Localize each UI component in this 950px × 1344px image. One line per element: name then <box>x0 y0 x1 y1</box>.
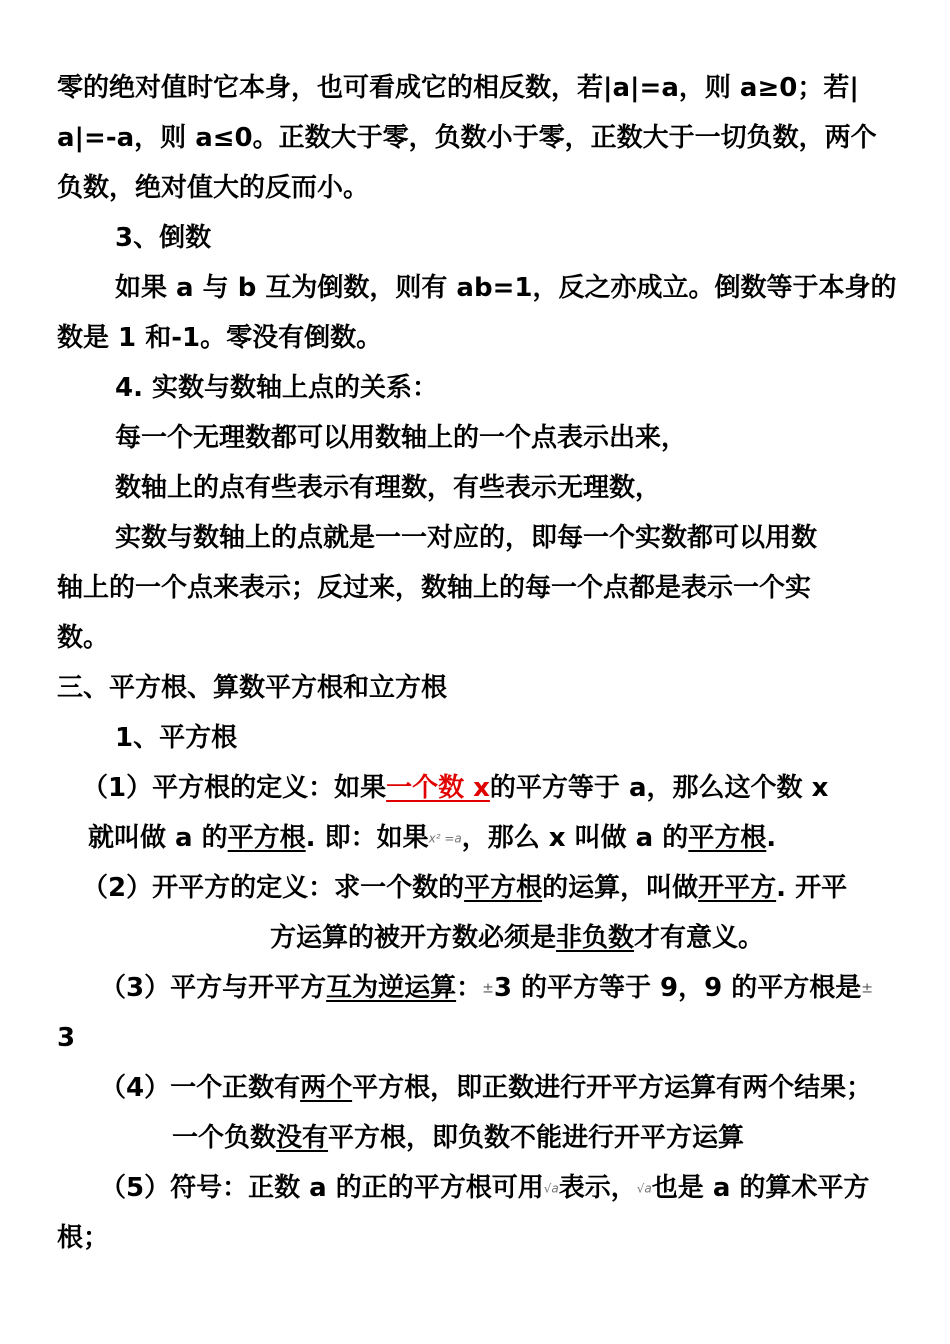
underlined-term: 平方根 <box>688 823 767 853</box>
paragraph-line: a|=-a，则 a≤0。正数大于零，负数小于零，正数大于一切负数，两个 <box>57 123 877 153</box>
definition-line <box>88 820 776 857</box>
definition-text: 方运算的被开方数必须是 <box>270 923 557 953</box>
underlined-term: 非负数 <box>556 923 635 953</box>
definition-line <box>100 1170 869 1207</box>
definition-text: . <box>766 823 777 853</box>
definition-text: 平方根，即负数不能进行开平方运算 <box>328 1123 745 1153</box>
definition-line <box>100 970 873 1007</box>
definition-text: ，那么 x 叫做 a 的 <box>461 823 689 853</box>
definition-text: 的平方等于 a，那么这个数 x <box>489 773 829 803</box>
chapter-heading: 三、平方根、算数平方根和立方根 <box>57 673 448 703</box>
definition-text: 表示， <box>558 1173 637 1203</box>
underlined-term: 平方根 <box>227 823 306 853</box>
definition-line <box>172 1120 744 1156</box>
subsection-heading-square-root: 1、平方根 <box>115 723 238 753</box>
paragraph-line: 数是 1 和-1。零没有倒数。 <box>57 323 383 353</box>
paragraph-line: 数。 <box>57 623 110 653</box>
plus-minus-symbol: ± <box>861 980 874 997</box>
underlined-term: 平方根 <box>464 873 543 903</box>
paragraph-line: 每一个无理数都可以用数轴上的一个点表示出来， <box>115 423 688 453</box>
underlined-term: 开平方 <box>698 873 777 903</box>
paragraph-line: 负数，绝对值大的反而小。 <box>57 173 370 203</box>
definition-text: （4）一个正数有 <box>100 1073 301 1103</box>
definition-text: 的运算，叫做 <box>542 873 699 903</box>
section-heading-reciprocal: 3、倒数 <box>115 223 212 253</box>
definition-text: （1）平方根的定义：如果 <box>82 773 387 803</box>
definition-text: 平方根，即正数进行开平方运算有两个结果； <box>352 1073 873 1103</box>
underlined-term: 两个 <box>300 1073 353 1103</box>
sqrt-symbol: √a <box>543 1181 559 1196</box>
definition-text: （3）平方与开平方 <box>100 973 327 1003</box>
definition-line: 根； <box>57 1223 110 1253</box>
section-heading-real-numbers: 4. 实数与数轴上点的关系： <box>115 373 439 403</box>
definition-text: ： <box>456 973 483 1003</box>
definition-text: 也是 a 的算术平方 <box>651 1173 870 1203</box>
definition-text: . 开平 <box>776 873 848 903</box>
paragraph-line: 轴上的一个点来表示；反过来，数轴上的每一个点都是表示一个实 <box>57 573 812 603</box>
plus-minus-symbol: ± <box>482 980 494 997</box>
definition-line: 3 <box>57 1023 76 1053</box>
paragraph-line: 数轴上的点有些表示有理数，有些表示无理数， <box>115 473 662 503</box>
underlined-term: 没有 <box>276 1123 329 1153</box>
paragraph-line: 实数与数轴上的点就是一一对应的，即每一个实数都可以用数 <box>115 523 818 553</box>
paragraph-line: 零的绝对值时它本身，也可看成它的相反数，若|a|=a，则 a≥0；若| <box>57 73 859 103</box>
definition-line <box>270 920 764 956</box>
definition-text: 一个负数 <box>172 1123 277 1153</box>
sqrt-symbol: √a <box>636 1181 652 1196</box>
definition-text: . 即：如果 <box>305 823 429 853</box>
definition-text: （5）符号：正数 a 的正的平方根可用 <box>100 1173 544 1203</box>
formula-image: x² =a <box>428 831 462 846</box>
definition-text: 才有意义。 <box>634 923 765 953</box>
definition-text: （2）开平方的定义：求一个数的 <box>82 873 465 903</box>
definition-line <box>82 870 847 906</box>
paragraph-line: 如果 a 与 b 互为倒数，则有 ab=1，反之亦成立。倒数等于本身的 <box>115 273 897 303</box>
definition-text: 3 的平方等于 9，9 的平方根是 <box>493 973 862 1003</box>
definition-text: 就叫做 a 的 <box>88 823 228 853</box>
highlighted-term: 一个数 x <box>386 773 490 803</box>
definition-line <box>100 1070 872 1106</box>
underlined-term: 互为逆运算 <box>326 973 457 1003</box>
definition-line <box>82 770 828 806</box>
